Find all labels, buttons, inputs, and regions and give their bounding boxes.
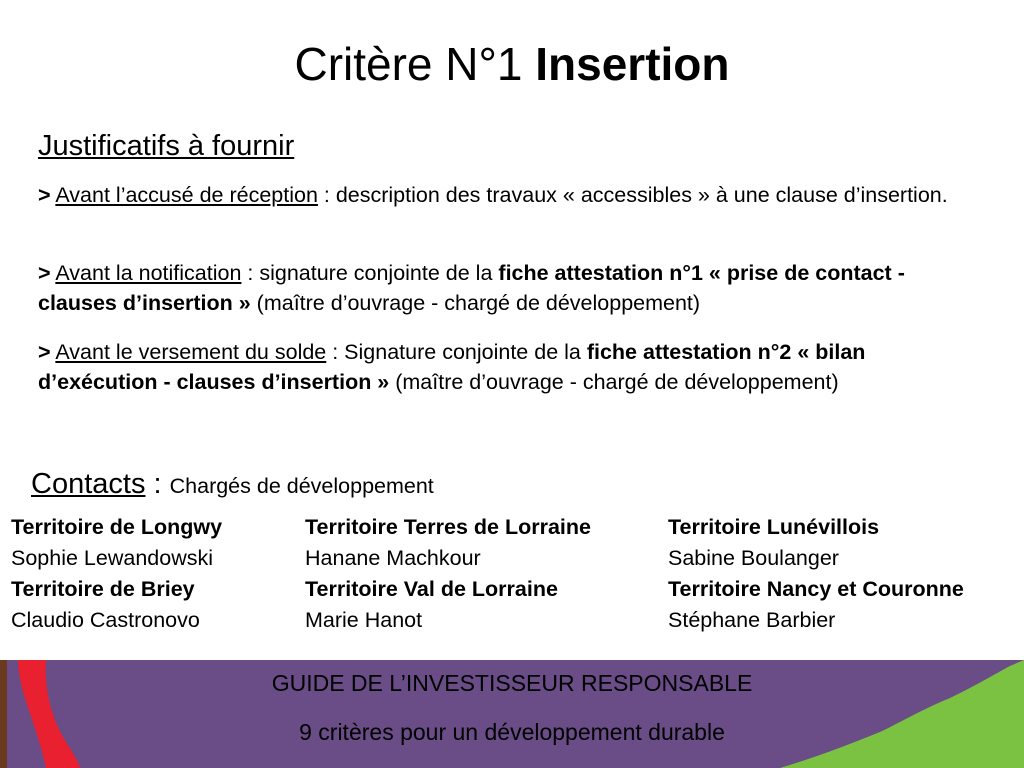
section-heading-justificatifs: Justificatifs à fournir [38,130,295,162]
title-bold: Insertion [535,38,730,90]
contact-person: Claudio Castronovo [11,608,200,632]
slide-title [0,34,1024,94]
contact-person: Sabine Boulanger [668,546,839,570]
footer-banner [0,660,1024,768]
territory-name: Territoire de Briey [11,577,195,601]
item-text-before: : signature conjointe de la [241,261,499,285]
territory-name: Territoire Terres de Lorraine [305,515,591,539]
contacts-label: Contacts [31,468,146,500]
contact-person: Stéphane Barbier [668,608,836,632]
arrow-marker: > [38,183,51,207]
territory-name: Territoire Val de Lorraine [305,577,558,601]
item-text-after: (maître d’ouvrage - chargé de développement) [250,291,701,315]
contacts-column-3 [668,512,964,636]
contacts-heading [31,466,434,507]
contacts-subheading: Chargés de développement [169,474,434,498]
contacts-separator: : [145,468,170,500]
requirement-item-1 [38,180,968,210]
item-text-before: : Signature conjointe de la [326,340,587,364]
territory-name: Territoire Nancy et Couronne [668,577,964,601]
requirement-item-3 [38,337,968,397]
territory-name: Territoire Lunévillois [668,515,880,539]
item-text: : description des travaux « accessibles » à une clause d’insertion. [317,183,948,207]
contacts-column-2 [305,512,591,636]
item-underlined-label: Avant la notification [55,261,242,285]
item-underlined-label: Avant l’accusé de réception [55,183,318,207]
contact-person: Marie Hanot [305,608,423,632]
item-bold-text: fiche attestation n°1 « prise de contact - clauses d’insertion » [38,261,905,315]
item-bold-text: fiche attestation n°2 « bilan d’exécution - clauses d’insertion » [38,340,866,394]
contact-person: Sophie Lewandowski [11,546,213,570]
contacts-column-1 [11,512,222,636]
territory-name: Territoire de Longwy [11,515,223,539]
footer-guide-title: GUIDE DE L’INVESTISSEUR RESPONSABLE [271,670,753,696]
arrow-marker: > [38,261,51,285]
footer-guide-subtitle: 9 critères pour un développement durable [299,719,725,745]
item-underlined-label: Avant le versement du solde [55,340,327,364]
arrow-marker: > [38,340,51,364]
title-prefix: Critère N°1 [294,38,536,90]
requirement-item-2 [38,258,968,318]
contact-person: Hanane Machkour [305,546,481,570]
item-text-after: (maître d’ouvrage - chargé de développement) [389,370,839,394]
